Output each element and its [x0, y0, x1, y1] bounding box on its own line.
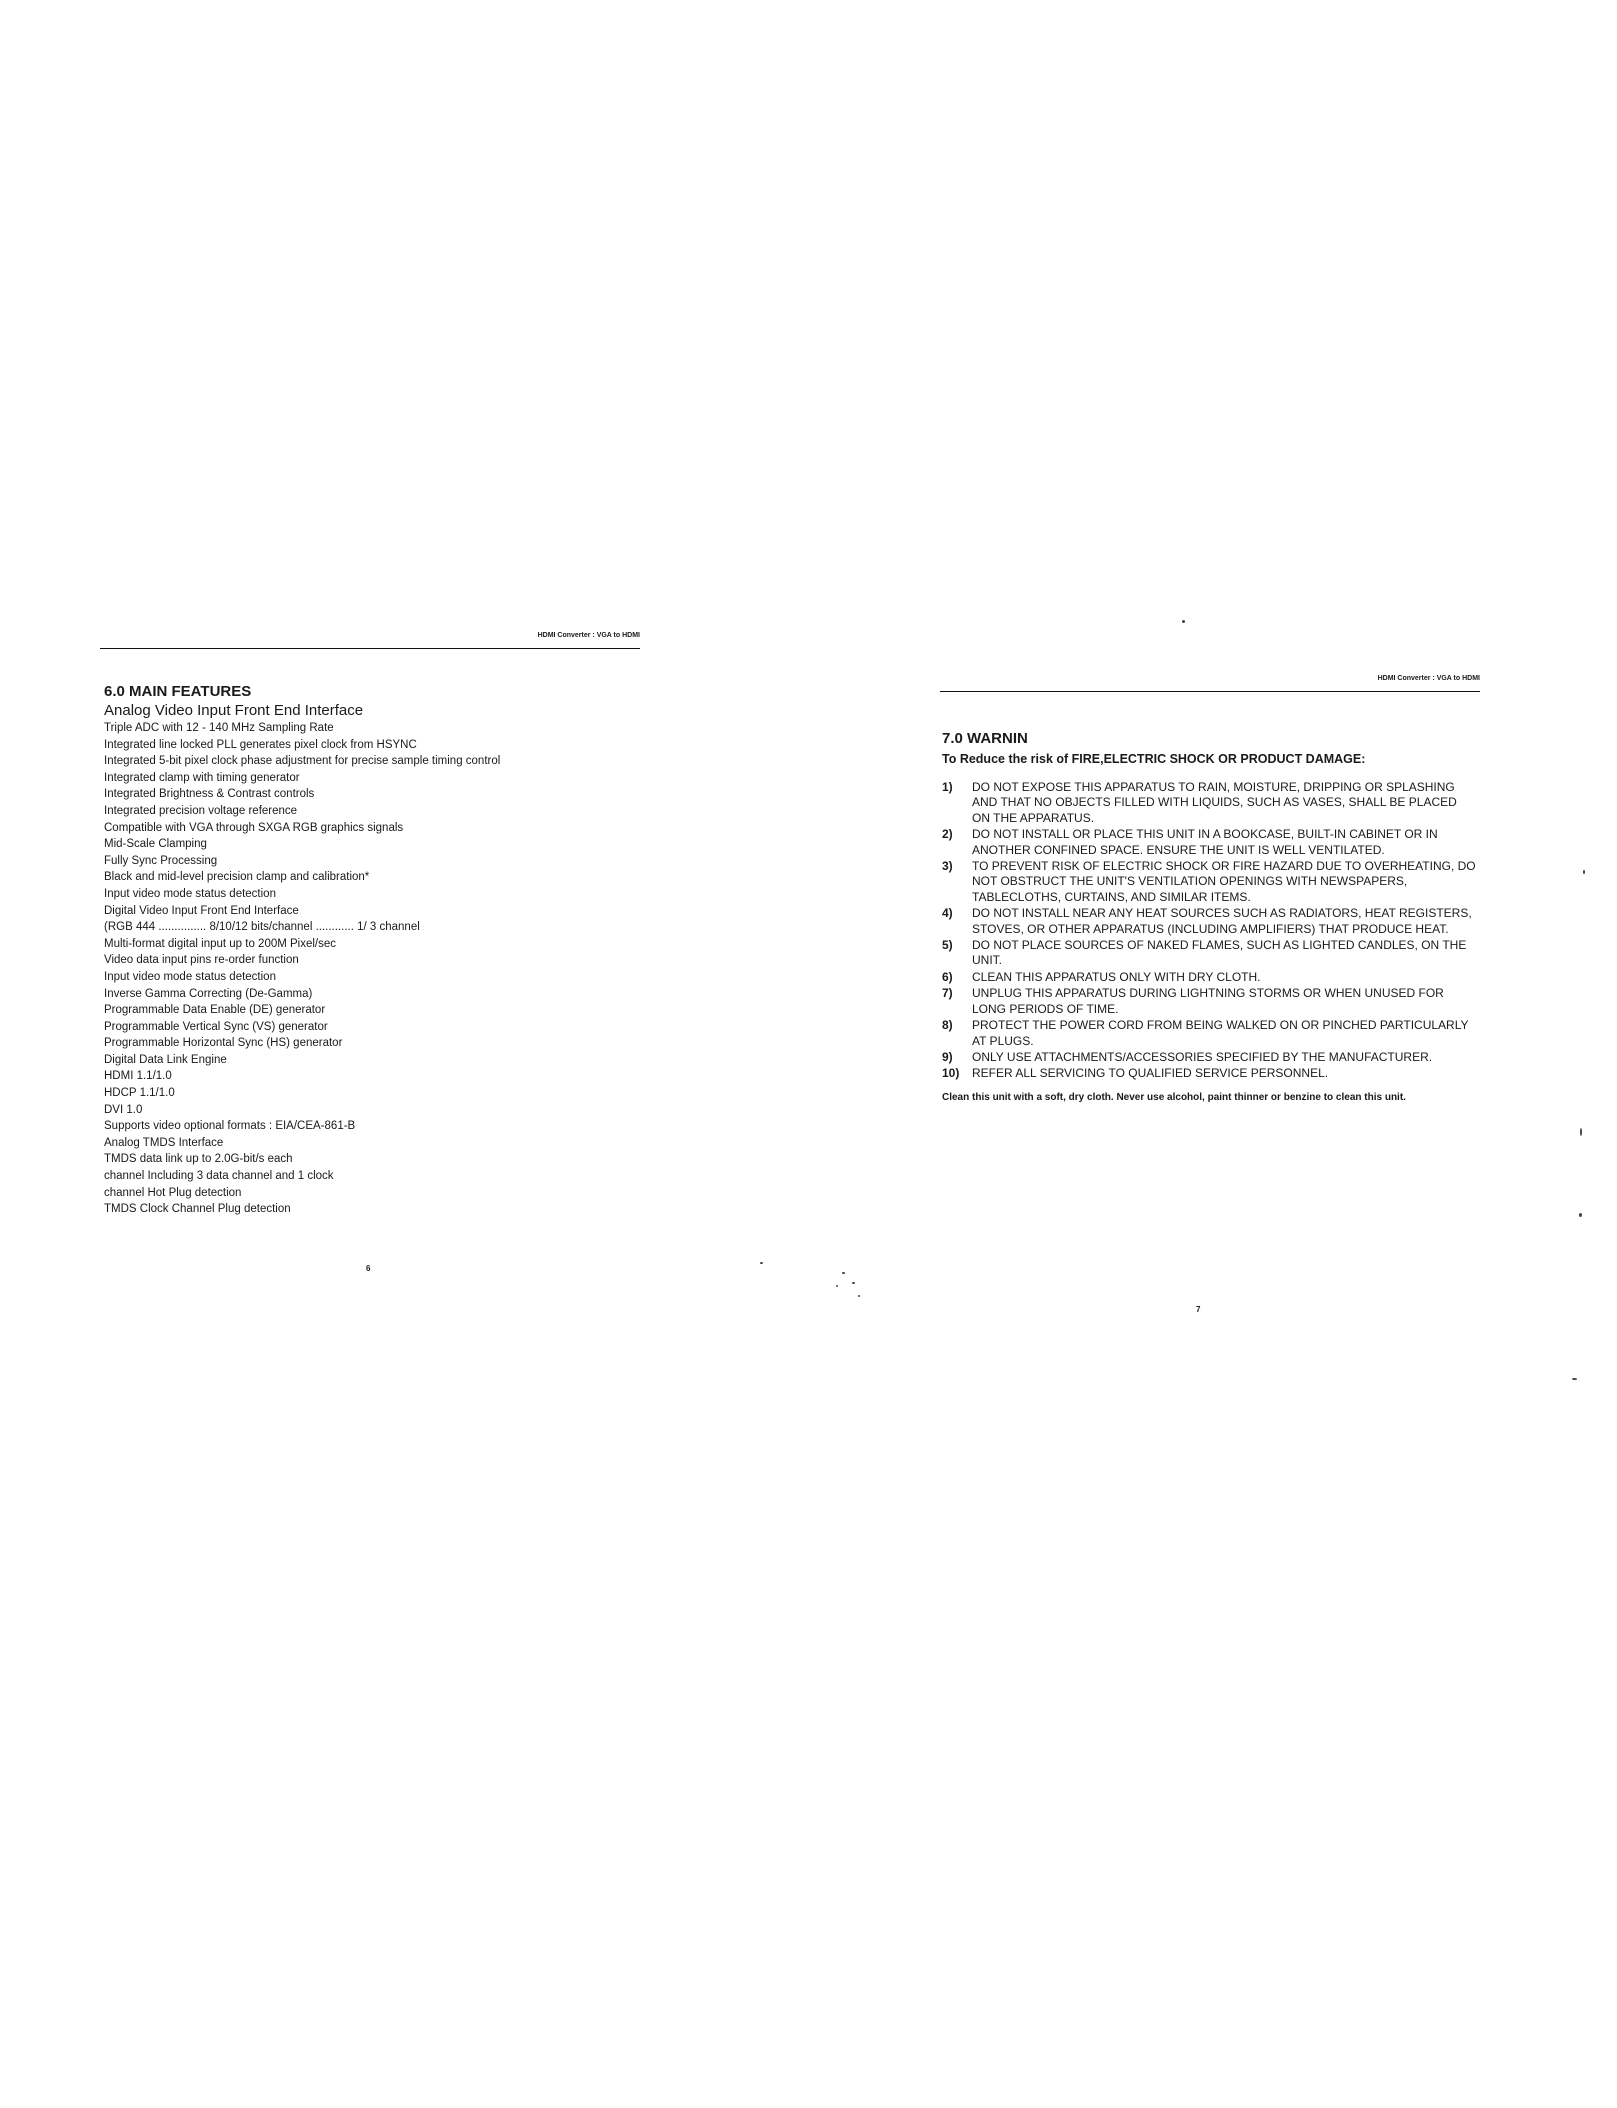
right-page-number: 7: [1196, 1305, 1201, 1314]
feature-item: Compatible with VGA through SXGA RGB graphics signals: [104, 821, 404, 834]
feature-item: Black and mid-level precision clamp and calibration*: [104, 871, 370, 884]
feature-item: Programmable Horizontal Sync (HS) generator: [104, 1037, 343, 1050]
warning-item: [942, 986, 1478, 1017]
left-page-number: 6: [366, 1264, 371, 1273]
warning-text: ONLY USE ATTACHMENTS/ACCESSORIES SPECIFIED BY THE MANUFACTURER.: [972, 1049, 1433, 1064]
left-header-rule: [100, 648, 640, 649]
warning-subtitle: To Reduce the risk of FIRE,ELECTRIC SHOCK OR PRODUCT DAMAGE:: [942, 752, 1366, 766]
feature-item: TMDS Clock Channel Plug detection: [104, 1203, 291, 1216]
feature-item: Digital Video Input Front End Interface: [104, 904, 299, 917]
warning-item: [942, 1018, 1478, 1049]
feature-item: Input video mode status detection: [104, 970, 276, 983]
feature-item: channel Including 3 data channel and 1 clock: [104, 1170, 334, 1183]
warning-number: 1): [942, 780, 953, 794]
warning-title: 7.0 WARNIN: [942, 730, 1028, 747]
warning-number: 9): [942, 1049, 953, 1064]
warning-text: DO NOT INSTALL NEAR ANY HEAT SOURCES SUCH AS RADIATORS, HEAT REGISTERS, STOVES, OR OTHER APPARATUS (INCLUDING AMPLIFIERS) THAT PRODUCE HEAT.: [972, 906, 1472, 936]
warning-text: CLEAN THIS APPARATUS ONLY WITH DRY CLOTH.: [972, 969, 1261, 984]
right-header-rule: [940, 691, 1480, 692]
feature-item: Programmable Data Enable (DE) generator: [104, 1004, 326, 1017]
cleaning-note: Clean this unit with a soft, dry cloth. Never use alcohol, paint thinner or benzine to clean this unit.: [942, 1091, 1406, 1103]
feature-item: TMDS data link up to 2.0G-bit/s each: [104, 1153, 293, 1166]
main-features-subtitle: Analog Video Input Front End Interface: [104, 702, 364, 719]
warning-number: 6): [942, 969, 953, 984]
warning-number: 3): [942, 859, 953, 874]
warning-item: [942, 938, 1478, 969]
scan-speck: [842, 1272, 845, 1274]
warning-item: [942, 970, 1478, 985]
warning-text: PROTECT THE POWER CORD FROM BEING WALKED ON OR PINCHED PARTICULARLY AT PLUGS.: [972, 1018, 1469, 1048]
warning-number: 8): [942, 1018, 953, 1033]
feature-item: Integrated 5-bit pixel clock phase adjustment for precise sample timing control: [104, 755, 501, 768]
warning-number: 4): [942, 906, 953, 921]
feature-item: Mid-Scale Clamping: [104, 838, 207, 851]
scan-speck: [836, 1285, 838, 1287]
warning-number: 5): [942, 938, 953, 953]
feature-item: Digital Data Link Engine: [104, 1053, 227, 1066]
scan-speck: [1580, 1128, 1582, 1136]
feature-item: channel Hot Plug detection: [104, 1186, 242, 1199]
scan-speck: [852, 1282, 855, 1284]
left-page-header: HDMI Converter : VGA to HDMI: [537, 632, 640, 639]
warning-text: DO NOT PLACE SOURCES OF NAKED FLAMES, SUCH AS LIGHTED CANDLES, ON THE UNIT.: [972, 938, 1467, 968]
warning-number: 10): [942, 1066, 960, 1081]
warning-item: [942, 1066, 1478, 1081]
warning-item: [942, 827, 1478, 858]
warning-text: TO PREVENT RISK OF ELECTRIC SHOCK OR FIRE HAZARD DUE TO OVERHEATING, DO NOT OBSTRUCT THE UNIT'S VENTILATION OPENINGS WITH NEWSPAPERS, TABLECLOTHS, CURTAINS, AND SIMILAR ITEMS.: [972, 859, 1476, 904]
feature-item: Analog TMDS Interface: [104, 1136, 224, 1149]
feature-item: Integrated precision voltage reference: [104, 804, 298, 817]
warning-text: DO NOT EXPOSE THIS APPARATUS TO RAIN, MOISTURE, DRIPPING OR SPLASHING AND THAT NO OBJECTS FILLED WITH LIQUIDS, SUCH AS VASES, SHALL BE PLACED ON THE APPARATUS.: [972, 780, 1457, 825]
warning-item: [942, 906, 1478, 937]
feature-item: DVI 1.0: [104, 1103, 143, 1116]
feature-item: (RGB 444 ............... 8/10/12 bits/channel ............ 1/ 3 channel: [104, 921, 420, 934]
scan-speck: [858, 1295, 860, 1297]
scan-speck: [1572, 1378, 1577, 1380]
warning-number: 2): [942, 827, 953, 842]
feature-item: Multi-format digital input up to 200M Pixel/sec: [104, 937, 337, 950]
warning-text: UNPLUG THIS APPARATUS DURING LIGHTNING STORMS OR WHEN UNUSED FOR LONG PERIODS OF TIME.: [972, 986, 1444, 1016]
feature-item: Inverse Gamma Correcting (De-Gamma): [104, 987, 313, 1000]
feature-list: [104, 720, 634, 1218]
warning-item: [942, 1050, 1478, 1065]
feature-item: Supports video optional formats : EIA/CEA-861-B: [104, 1120, 356, 1133]
warning-item: [942, 780, 1478, 826]
warning-list: [942, 780, 1478, 1082]
warning-text: REFER ALL SERVICING TO QUALIFIED SERVICE PERSONNEL.: [972, 1066, 1329, 1081]
feature-item: Input video mode status detection: [104, 887, 276, 900]
main-features-title: 6.0 MAIN FEATURES: [104, 683, 252, 700]
warning-number: 7): [942, 986, 953, 1001]
scan-speck: [760, 1262, 763, 1264]
main-features-section: [104, 682, 634, 1218]
scan-speck: [1583, 870, 1585, 874]
feature-item: Fully Sync Processing: [104, 854, 218, 867]
feature-item: Programmable Vertical Sync (VS) generator: [104, 1020, 328, 1033]
feature-item: Integrated clamp with timing generator: [104, 771, 300, 784]
warning-item: [942, 859, 1478, 905]
warning-text: DO NOT INSTALL OR PLACE THIS UNIT IN A BOOKCASE, BUILT-IN CABINET OR IN ANOTHER CONFINED SPACE. ENSURE THE UNIT IS WELL VENTILATED.: [972, 827, 1438, 857]
feature-item: Integrated line locked PLL generates pixel clock from HSYNC: [104, 738, 417, 751]
right-page-header: HDMI Converter : VGA to HDMI: [1377, 675, 1480, 682]
warning-section: [942, 730, 1478, 1104]
feature-item: Triple ADC with 12 - 140 MHz Sampling Rate: [104, 722, 334, 734]
feature-item: HDMI 1.1/1.0: [104, 1070, 172, 1083]
feature-item: HDCP 1.1/1.0: [104, 1087, 175, 1100]
scan-speck: [1182, 620, 1185, 623]
feature-item: Video data input pins re-order function: [104, 954, 299, 967]
scan-speck: [1579, 1213, 1582, 1217]
feature-item: Integrated Brightness & Contrast controls: [104, 788, 315, 801]
